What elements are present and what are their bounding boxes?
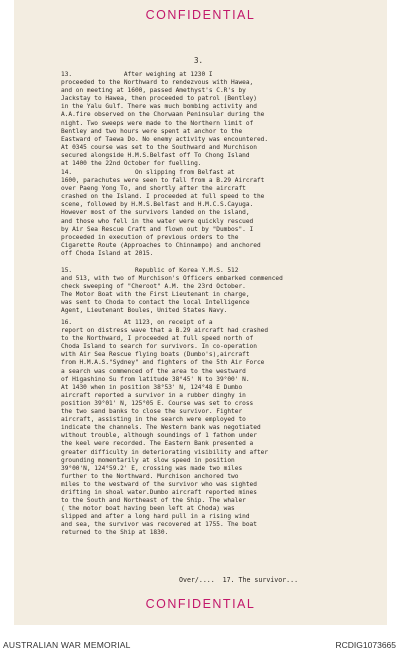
classification-header: CONFIDENTIAL	[145, 8, 256, 22]
classification-footer: CONFIDENTIAL	[145, 597, 256, 611]
archive-reference: RCDIG1073665	[335, 640, 396, 650]
document-page	[14, 0, 387, 625]
paragraph-14: 14. On slipping from Belfast at 1600, parachutes were seen to fall from a B.29 Aircraft over Paeng Yong To, and shortly after the aircraft crashed on the Island. I proceeded at full speed to the scene, followed by H.M.S.Belfast and H.M.C.S.Cayuga. However most of the survivors landed on the island, and those who fell in the water were quickly rescued by Air Sea Rescue Craft and flown out by "Dumbos". I proceeded in execution of previous orders to the Cigarette Route (Approaches to Chinnampo) and anchored off Choda Island at 2015.	[61, 169, 265, 257]
paragraph-13: 13. After weighing at 1230 I proceeded to the Northward to rendezvous with Hawea, and on meeting at 1600, passed Amethyst's C.R's by Jackstay to Hawea, then proceeded to patrol (Bentley) in the Yalu Gulf. There was much bombing activity and A.A.fire observed on the Chorwaan Peninsular during the night. Two sweeps were made to the Northern limit of Bentley and two hours were spent at anchor to the Eastward of Taewa Do. No enemy activity was encountered. At 0345 course was set to the Southward and Murchison secured alongside H.M.S.Belfast off To Chong Island at 1400 the 22nd October for fuelling.	[61, 71, 269, 168]
page-number: 3.	[194, 56, 204, 65]
archive-credit: AUSTRALIAN WAR MEMORIAL	[3, 640, 131, 650]
paragraph-15: 15. Republic of Korea Y.M.S. 512 and 513, with two of Murchison's Officers embarked commenced check sweeping of "Cheroot" A.M. the 23rd October. The Motor Boat with the First Lieutenant in charge, was sent to Choda to contact the local Intelligence Agent, Lieutenant Boules, United States Navy.	[61, 267, 283, 315]
continuation-note: Over/.... 17. The survivor...	[179, 576, 299, 584]
paragraph-16: 16. At 1123, on receipt of a report on distress wave that a B.29 aircraft had crashed to the Northward, I proceeded at full speed north of Choda Island to search for survivors. In co-operation with Air Sea Rescue flying boats (Dumbo's),aircraft from H.M.A.S."Sydney" and fighters of the 5th Air Force a search was commenced of the area to the westward of Higashino Su from latitude 38°45' N to 39°00' N. At 1430 when in position 38°53' N, 124°48 E Dumbo aircraft reported a survivor in a rubber dinghy in position 39°01' N, 125°05 E. Course was set to cross the two sand banks to close the survivor. Fighter aircraft, assisting in the search were employed to indicate the channels. The Western bank was negotiated without trouble, although soundings of 1 fathom under the keel were recorded. The Eastern Bank presented a greater difficulty in deteriorating visibility and after grounding momentarily at slow speed in position 39°00'N, 124°59.2' E, crossing was made two miles further to the Northward. Murchison anchored two miles to the westward of the survivor who was sighted drifting in shoal water.Dumbo aircraft reported mines to the South and Northeast of the Ship. The whaler ( the motor boat having been left at Choda) was slipped and after a long hard pull in a rising wind and sea, the survivor was recovered at 1755. The boat returned to the Ship at 1830.	[61, 319, 269, 537]
